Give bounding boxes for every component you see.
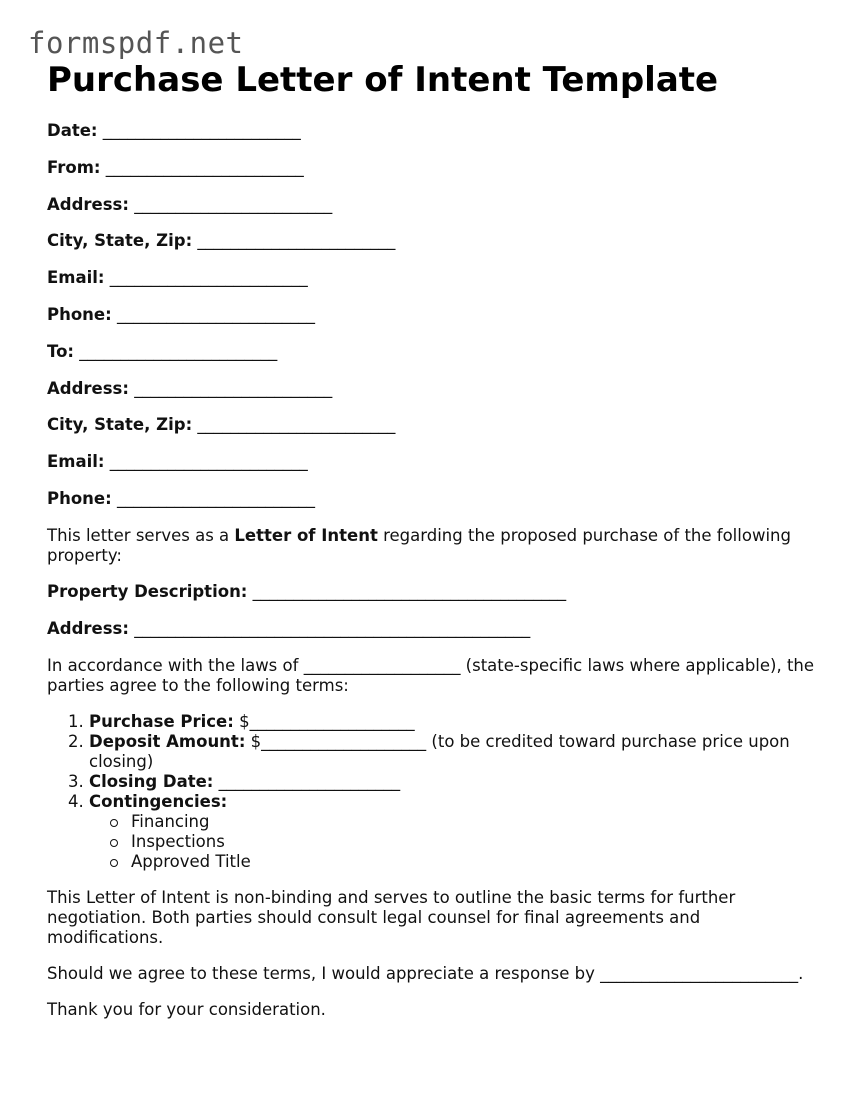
to-email-field: Email: ________________________ [47,452,308,472]
list-item: 4. Contingencies: Financing Inspections Approved Title [89,792,817,872]
intro-paragraph: This letter serves as a Letter of Intent regarding the proposed purchase of the following property: [47,525,791,565]
property-description-field: Property Description: ______________________________________ [47,581,567,601]
to-city-state-zip-field: City, State, Zip: ________________________ [47,415,396,435]
to-phone-field: Phone: ________________________ [47,488,315,508]
list-item: Financing [131,812,817,832]
terms-list [47,712,817,872]
date-field: Date: ________________________ [47,121,301,140]
contact-fields [47,121,817,509]
from-field: From: ________________________ [47,157,304,177]
response-paragraph: Should we agree to these terms, I would appreciate a response by ________________________. [47,963,804,983]
to-address-field: Address: ________________________ [47,378,333,398]
list-item: Inspections [131,832,817,852]
from-city-state-zip-field: City, State, Zip: ________________________ [47,231,396,251]
from-phone-field: Phone: ________________________ [47,304,315,324]
list-item: 1. Purchase Price: $____________________ [89,712,817,732]
from-address-field: Address: ________________________ [47,194,333,214]
watermark: formspdf.net [28,26,244,60]
list-item: 2. Deposit Amount: $____________________ (to be credited toward purchase price upon closing) [89,732,817,772]
document-page [47,58,817,1036]
laws-paragraph: In accordance with the laws of ___________________ (state-specific laws where applicable), the parties agree to the following terms: [47,655,815,695]
list-item: Approved Title [131,852,817,872]
nonbinding-paragraph: This Letter of Intent is non-binding and serves to outline the basic terms for further negotiation. Both parties should consult legal counsel for final agreements and modifications. [47,887,736,947]
property-address-field: Address: ________________________________________________ [47,618,531,638]
from-email-field: Email: ________________________ [47,268,308,288]
list-item: 3. Closing Date: ______________________ [89,772,817,792]
thanks-paragraph: Thank you for your consideration. [47,999,326,1019]
page-title: Purchase Letter of Intent Template [47,60,719,100]
to-field: To: ________________________ [47,341,278,361]
contingencies-list [89,812,817,872]
